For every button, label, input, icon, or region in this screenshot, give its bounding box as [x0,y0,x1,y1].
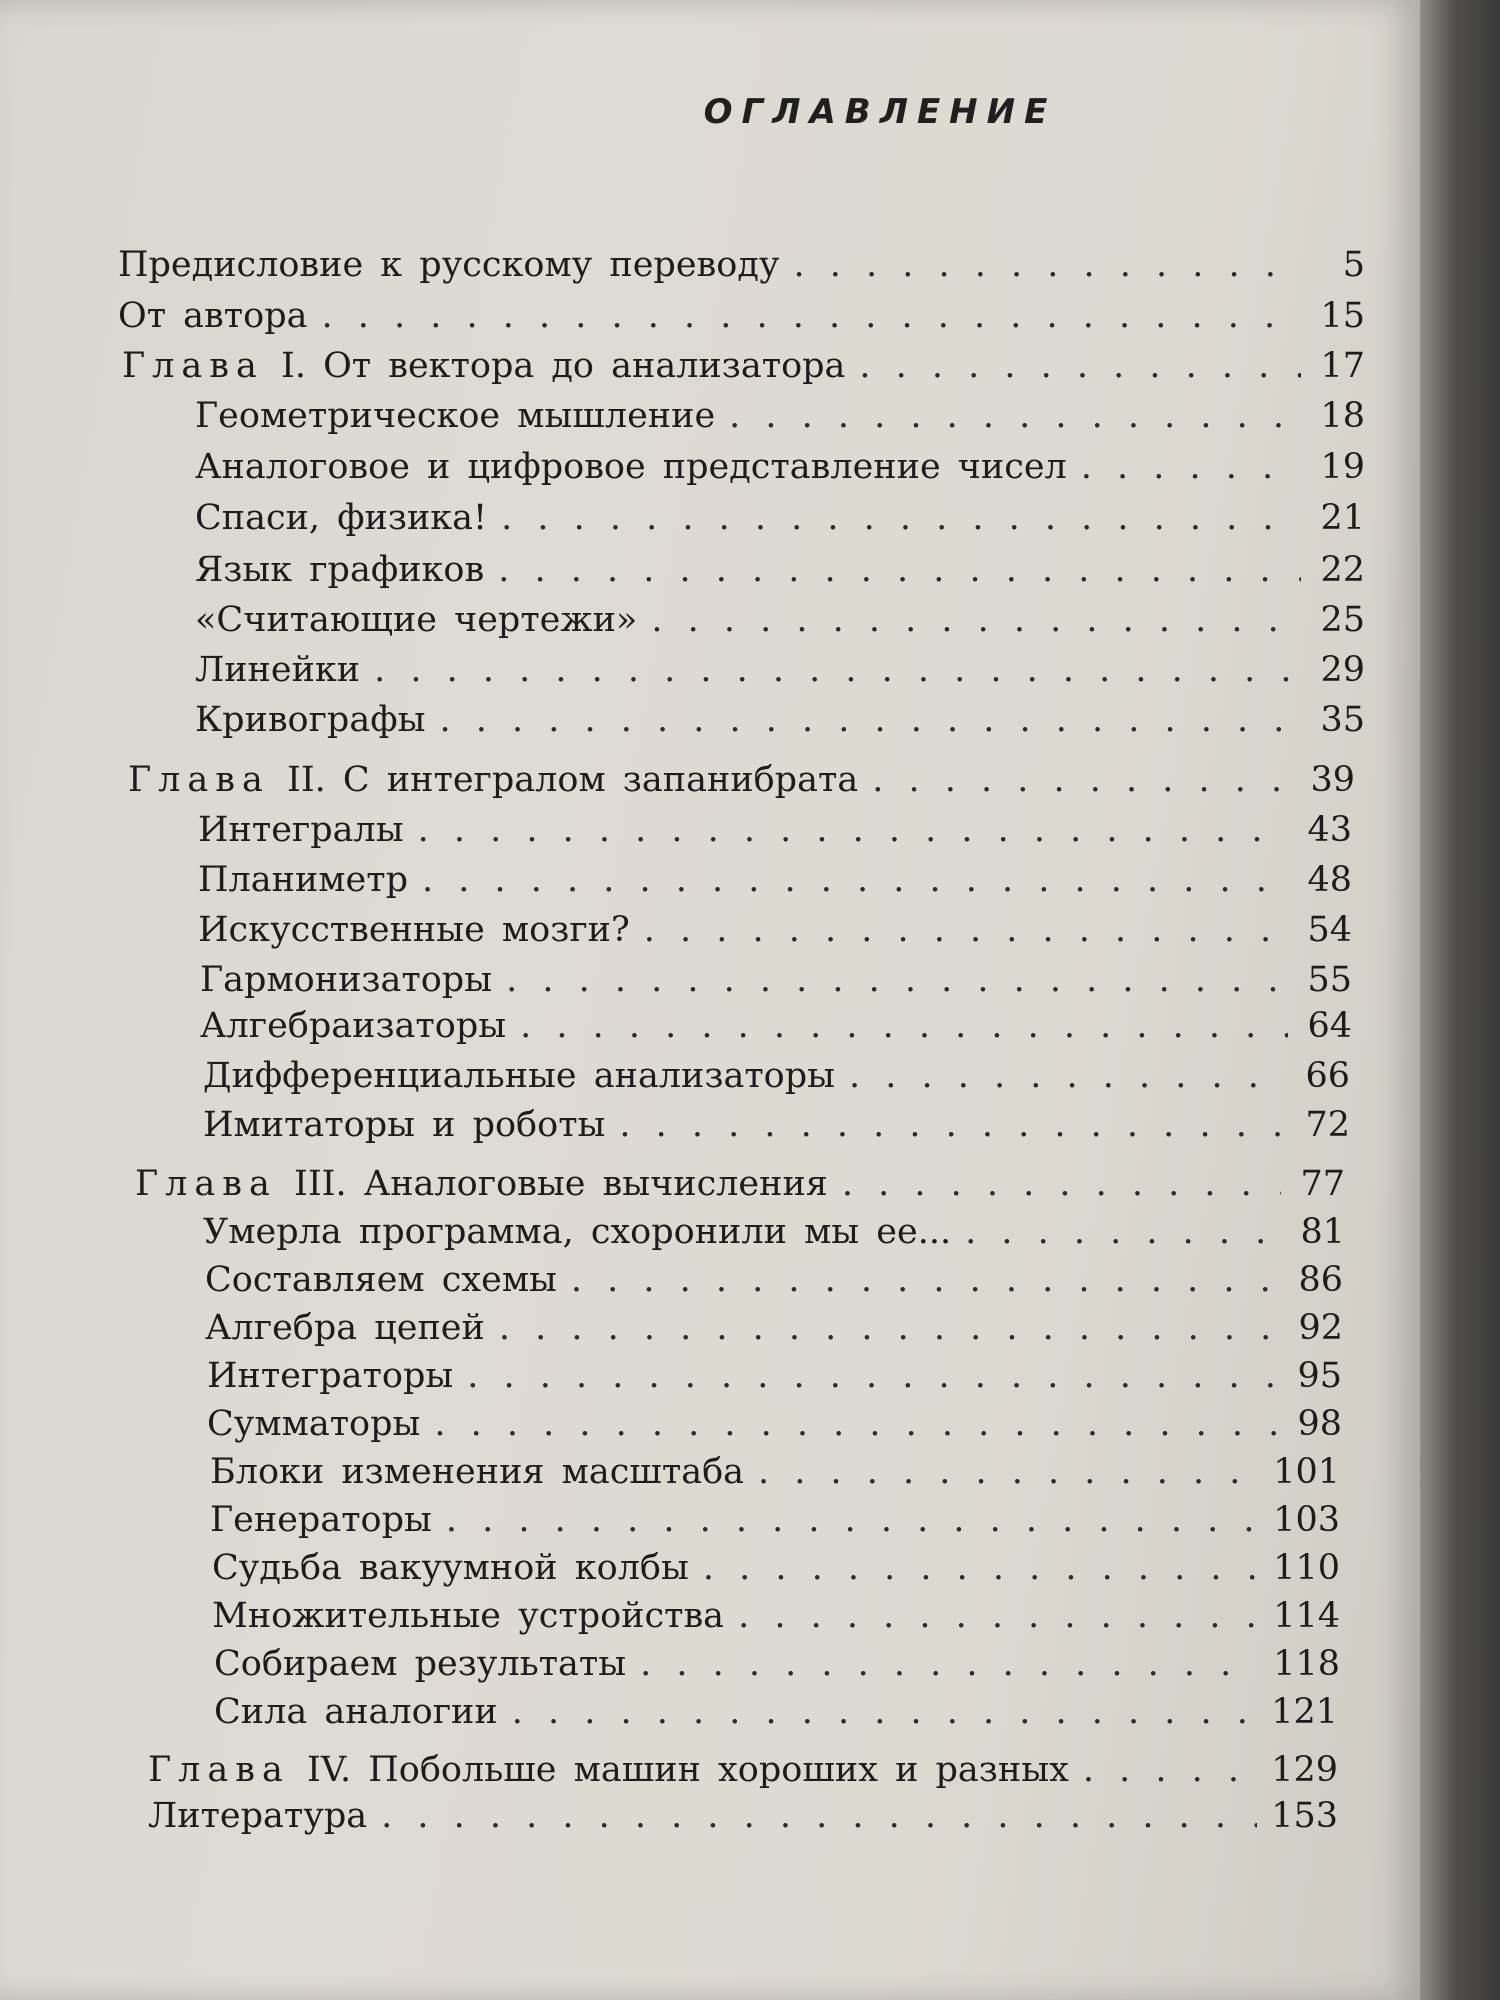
toc-page-number: 95 [1297,1356,1342,1396]
toc-entry-row [205,1260,1343,1304]
toc-entry-title: IV. Побольше машин хороших и разных [307,1750,1069,1790]
toc-page-number: 19 [1320,447,1365,487]
toc-page-number: 121 [1271,1692,1338,1732]
toc-entry-label [195,396,715,436]
toc-entry-label [118,296,307,336]
dot-leader [703,1548,1259,1588]
dot-leader [793,245,1301,285]
dot-leader [1081,447,1301,487]
toc-entry-title: Умерла программа, схоронили мы ее... [203,1212,952,1252]
dot-leader [381,1796,1257,1836]
dot-leader [439,700,1301,740]
dot-leader [506,960,1288,1000]
toc-entry-row [203,1212,1345,1256]
toc-entry-row [195,650,1365,694]
toc-page-number: 35 [1320,700,1365,740]
toc-entry-title: Собираем результаты [214,1644,627,1684]
toc-page-number: 5 [1342,245,1365,285]
dot-leader [434,1404,1278,1444]
toc-chapter-row [122,346,1365,390]
toc-entry-title: III. Аналоговые вычисления [294,1164,828,1204]
dot-leader [571,1260,1279,1300]
toc-entry-label [214,1692,498,1732]
dot-leader [1083,1750,1257,1790]
toc-chapter-row [128,760,1355,804]
toc-entry-label [128,760,858,800]
toc-entry-label [210,1500,432,1540]
toc-entry-label [198,810,404,850]
toc-page-number: 39 [1310,760,1355,800]
dot-leader [842,1164,1281,1204]
toc-page-number: 98 [1297,1404,1342,1444]
dot-leader [520,1006,1288,1046]
toc-entry-title: Блоки изменения масштаба [210,1452,745,1492]
toc-entry-label [203,1212,951,1252]
toc-entry-label [200,960,492,1000]
toc-entry-label [195,498,487,538]
toc-page-number: 66 [1305,1056,1350,1096]
toc-entry-row [212,1548,1340,1592]
toc-entry-row [195,550,1365,594]
toc-page-number: 25 [1320,600,1365,640]
dot-leader [512,1692,1257,1732]
toc-entry-label [122,346,845,386]
dot-leader [738,1596,1259,1636]
toc-entry-label [198,860,408,900]
toc-page-number: 86 [1298,1260,1343,1300]
toc-entry-row [195,498,1365,542]
toc-entry-title: II. С интегралом запанибрата [287,760,859,800]
toc-entry-label [195,447,1067,487]
chapter-prefix: Глава [128,760,270,800]
toc-entry-label [207,1404,420,1444]
toc-entry-row [212,1596,1340,1640]
toc-entry-title: Спаси, физика! [195,498,488,538]
toc-entry-label [203,1105,605,1145]
toc-page-number: 22 [1320,550,1365,590]
toc-entry-row [200,960,1352,1004]
dot-leader [321,296,1301,336]
toc-entry-title: Судьба вакуумной колбы [212,1548,689,1588]
toc-entry-title: Алгебра цепей [205,1308,485,1348]
toc-page-number: 43 [1307,810,1352,850]
chapter-prefix: Глава [135,1164,277,1204]
toc-entry-title: Искусственные мозги? [198,910,630,950]
toc-entry-label [205,1308,485,1348]
toc-page-number: 101 [1273,1452,1340,1492]
toc-entry-row [198,810,1352,854]
toc-entry-title: I. От вектора до анализатора [281,346,846,386]
toc-page-number: 29 [1320,650,1365,690]
toc-entry-label [203,1056,835,1096]
dot-leader [422,860,1288,900]
toc-entry-row [203,1105,1350,1149]
dot-leader [859,346,1301,386]
toc-entry-title: Дифференциальные анализаторы [203,1056,836,1096]
toc-page-number: 92 [1298,1308,1343,1348]
toc-entry-title: Имитаторы и роботы [203,1105,606,1145]
dot-leader [418,810,1288,850]
chapter-prefix: Глава [148,1750,290,1790]
toc-entry-row [207,1356,1342,1400]
toc-entry-label [195,600,637,640]
toc-entry-row [198,910,1352,954]
toc-page-number: 103 [1273,1500,1340,1540]
toc-entry-label [195,700,425,740]
toc-page-number: 54 [1307,910,1352,950]
toc-page-number: 110 [1273,1548,1340,1588]
toc-page-number: 114 [1273,1596,1340,1636]
toc-entry-title: Множительные устройства [212,1596,725,1636]
toc-page-number: 81 [1300,1212,1345,1252]
toc-entry-title: Гармонизаторы [200,960,493,1000]
toc-entry-row [205,1308,1343,1352]
toc-page-number: 17 [1320,346,1365,386]
toc-entry-label [135,1164,828,1204]
dot-leader [501,498,1301,538]
toc-entry-title: Интегралы [198,810,404,850]
toc-entry-title: Алгебраизаторы [200,1006,507,1046]
toc-page-number: 153 [1271,1796,1338,1836]
page-title: ОГЛАВЛЕНИЕ [703,92,1057,132]
toc-entry-row [198,860,1352,904]
toc-page-number: 15 [1320,296,1365,336]
toc-entry-title: Язык графиков [195,550,485,590]
toc-entry-label [148,1750,1069,1790]
dot-leader [498,550,1301,590]
toc-entry-title: Геометрическое мышление [195,396,716,436]
toc-entry-row [195,396,1365,440]
toc-page-number: 48 [1307,860,1352,900]
toc-entry-title: Линейки [195,650,361,690]
toc-entry-title: «Считающие чертежи» [195,600,638,640]
toc-entry-label [210,1452,744,1492]
toc-entry-label [207,1356,453,1396]
toc-entry-row [203,1056,1350,1100]
toc-entry-label [214,1644,626,1684]
toc-entry-title: Литература [148,1796,368,1836]
toc-entry-title: От автора [118,296,308,336]
dot-leader [640,1644,1259,1684]
chapter-prefix: Глава [122,346,264,386]
toc-entry-row [195,700,1365,744]
toc-entry-row [200,1006,1352,1050]
toc-entry-label [148,1796,367,1836]
dot-leader [758,1452,1259,1492]
toc-page-number: 55 [1307,960,1352,1000]
toc-entry-row [214,1692,1338,1736]
dot-leader [651,600,1301,640]
toc-entry-label [198,910,630,950]
toc-page-number: 118 [1273,1644,1340,1684]
toc-entry-row [195,447,1365,491]
toc-entry-label [195,650,360,690]
toc-entry-row [195,600,1365,644]
toc-entry-label [212,1548,689,1588]
toc-page-number: 129 [1271,1750,1338,1790]
toc-page-number: 72 [1305,1105,1350,1145]
toc-entry-title: Кривографы [195,700,426,740]
toc-entry-title: Предисловие к русскому переводу [118,245,780,285]
toc-chapter-row [148,1750,1338,1794]
toc-chapter-row [135,1164,1345,1208]
toc-entry-row [210,1452,1340,1496]
toc-entry-row [148,1796,1338,1840]
toc-entry-title: Планиметр [198,860,408,900]
dot-leader [619,1105,1286,1145]
toc-entry-row [118,245,1365,289]
toc-page-number: 77 [1300,1164,1345,1204]
toc-entry-label [118,245,779,285]
dot-leader [965,1212,1281,1252]
toc-entry-title: Генераторы [210,1500,432,1540]
dot-leader [467,1356,1278,1396]
book-spine [1420,0,1500,2000]
toc-page-number: 64 [1307,1006,1352,1046]
toc-entry-row [210,1500,1340,1544]
toc-entry-title: Сила аналогии [214,1692,498,1732]
dot-leader [729,396,1301,436]
toc-entry-title: Интеграторы [207,1356,454,1396]
toc-page-number: 21 [1320,498,1365,538]
toc-entry-label [212,1596,724,1636]
toc-entry-row [214,1644,1340,1688]
toc-entry-title: Составляем схемы [205,1260,557,1300]
dot-leader [644,910,1288,950]
dot-leader [446,1500,1259,1540]
toc-page-number: 18 [1320,396,1365,436]
toc-entry-label [205,1260,557,1300]
dot-leader [872,760,1291,800]
dot-leader [849,1056,1286,1096]
toc-entry-row [207,1404,1342,1448]
toc-entry-title: Аналоговое и цифровое представление чисел [195,447,1067,487]
toc-entry-label [200,1006,506,1046]
toc-entry-title: Сумматоры [207,1404,421,1444]
toc-entry-row [118,296,1365,340]
toc-entry-label [195,550,484,590]
dot-leader [499,1308,1279,1348]
dot-leader [374,650,1301,690]
